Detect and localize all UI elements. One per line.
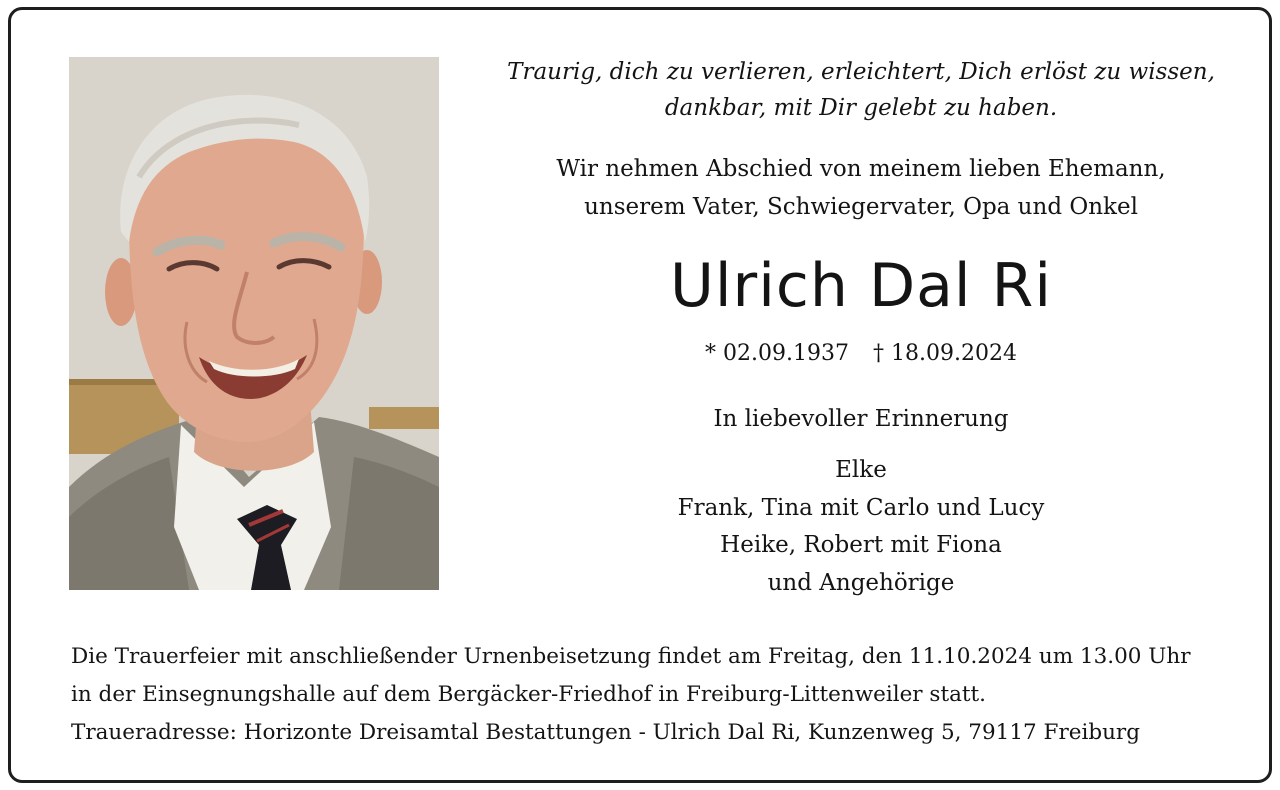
- obituary-card: [8, 7, 1272, 783]
- mourner-line: Frank, Tina mit Carlo und Lucy: [677, 494, 1045, 521]
- ceremony-line-2: in der Einsegnungshalle auf dem Bergäcker-Friedhof in Freiburg-Littenweiler statt.: [71, 682, 987, 707]
- mourner-line: und Angehörige: [767, 569, 955, 596]
- mourner-line: Heike, Robert mit Fiona: [720, 532, 1002, 558]
- mourning-address: Traueradresse: Horizonte Dreisamtal Bestattungen - Ulrich Dal Ri, Kunzenweg 5, 79117 Freiburg: [71, 720, 1140, 745]
- mourner-line: Elke: [835, 457, 887, 483]
- mourners-list: [501, 452, 1221, 602]
- quote-line-2: dankbar, mit Dir gelebt zu haben.: [664, 95, 1058, 121]
- ceremony-line-1: Die Trauerfeier mit anschließender Urnenbeisetzung findet am Freitag, den 11.10.2024 um 13.00 Uhr: [71, 644, 1191, 669]
- birth-date: * 02.09.1937: [705, 341, 849, 366]
- farewell-intro: [501, 150, 1221, 226]
- intro-line-2: unserem Vater, Schwiegervater, Opa und Onkel: [584, 194, 1138, 220]
- quote-line-1: Traurig, dich zu verlieren, erleichtert, Dich erlöst zu wissen,: [507, 59, 1215, 85]
- deceased-name: Ulrich Dal Ri: [669, 251, 1053, 321]
- death-date: † 18.09.2024: [873, 341, 1017, 366]
- portrait-photo: [69, 57, 439, 590]
- quote: [501, 54, 1221, 126]
- life-dates: [501, 338, 1221, 370]
- intro-line-1: Wir nehmen Abschied von meinem lieben Ehemann,: [556, 156, 1166, 182]
- ceremony-info: [71, 638, 1251, 752]
- memory-line: In liebevoller Erinnerung: [713, 406, 1009, 432]
